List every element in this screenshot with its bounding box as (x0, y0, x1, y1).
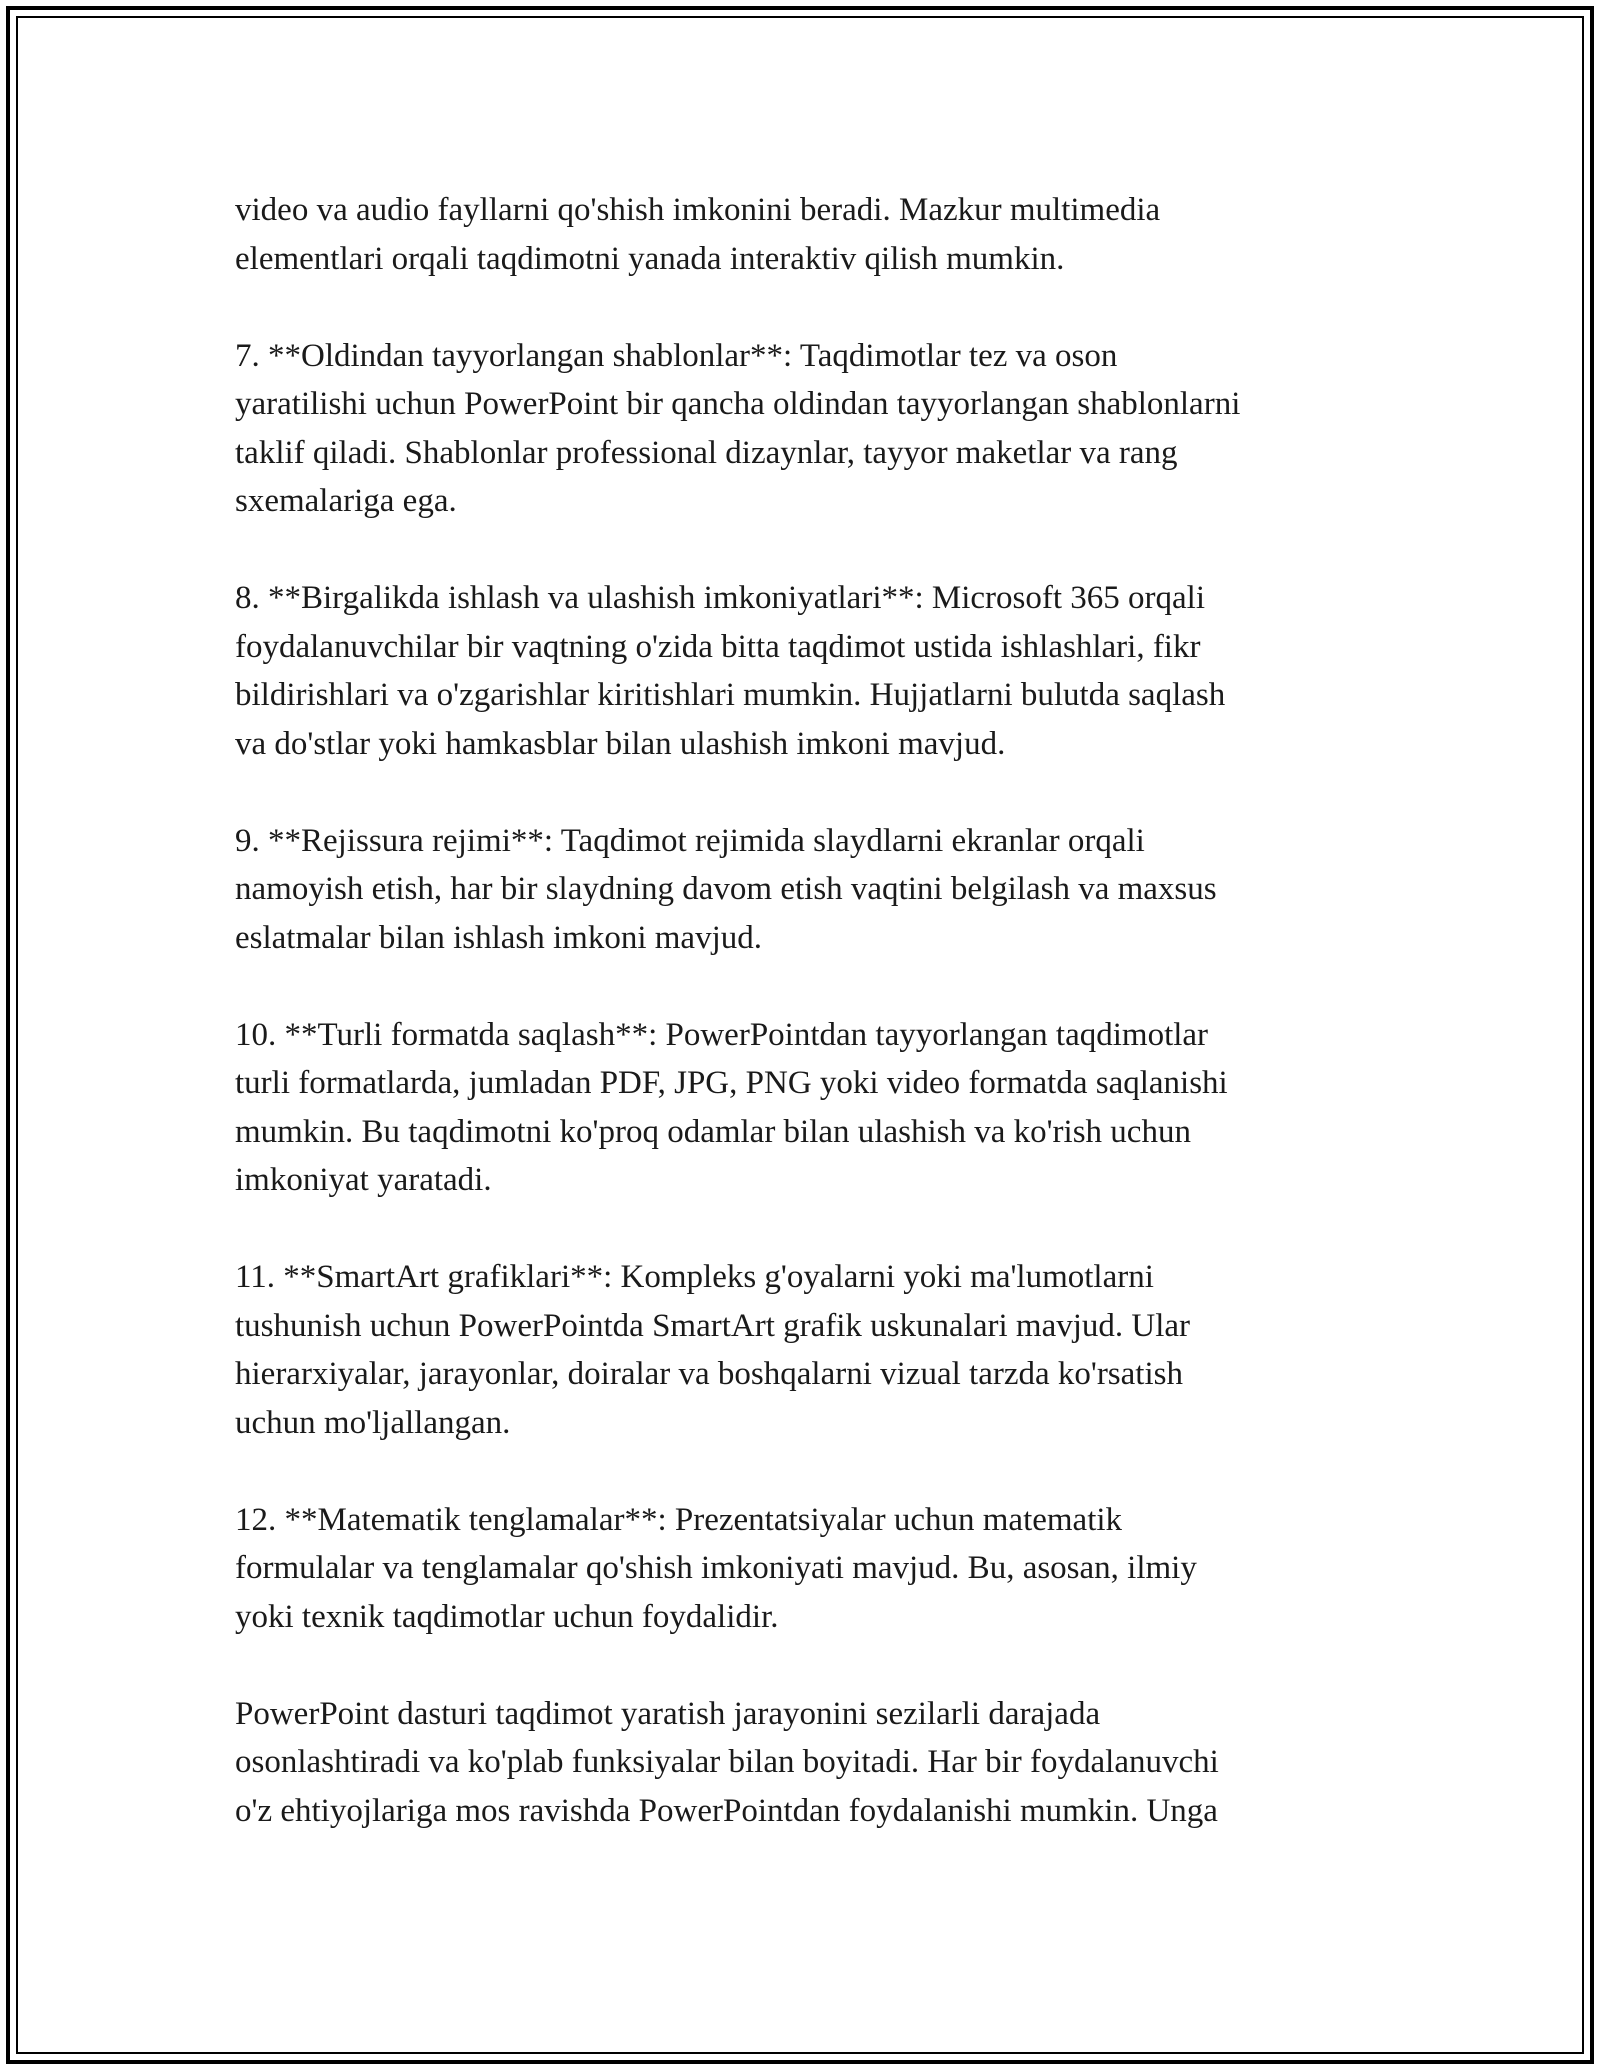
paragraph-item-7 (235, 332, 1375, 526)
paragraph-item-12 (235, 1496, 1375, 1642)
text-line: 9. **Rejissura rejimi**: Taqdimot rejimida slaydlarni ekranlar orqali (235, 822, 1145, 859)
paragraph-item-11 (235, 1253, 1375, 1447)
text-line: imkoniyat yaratadi. (235, 1162, 492, 1198)
text-line: foydalanuvchilar bir vaqtning o'zida bitta taqdimot ustida ishlashlari, fikr (235, 628, 1201, 665)
text-line: hierarxiyalar, jarayonlar, doiralar va boshqalarni vizual tarzda ko'rsatish (235, 1356, 1183, 1392)
text-line: sxemalariga ega. (235, 483, 457, 519)
text-line: mumkin. Bu taqdimotni ko'proq odamlar bilan ulashish va ko'rish uchun (235, 1113, 1191, 1150)
paragraph-item-9 (235, 817, 1375, 963)
paragraph-item-8 (235, 574, 1375, 768)
text-line: 10. **Turli formatda saqlash**: PowerPointdan tayyorlangan taqdimotlar (235, 1016, 1209, 1053)
text-line: 12. **Matematik tenglamalar**: Prezentatsiyalar uchun matematik (235, 1501, 1123, 1538)
text-line: uchun mo'ljallangan. (235, 1404, 511, 1441)
text-line: o'z ehtiyojlariga mos ravishda PowerPointdan foydalanishi mumkin. Unga (235, 1792, 1218, 1829)
text-line: va do'stlar yoki hamkasblar bilan ulashish imkoni mavjud. (235, 725, 1006, 762)
text-line: bildirishlari va o'zgarishlar kiritishlari mumkin. Hujjatlarni bulutda saqlash (235, 677, 1226, 713)
paragraph-multimedia (235, 186, 1375, 283)
text-line: tushunish uchun PowerPointda SmartArt grafik uskunalari mavjud. Ular (235, 1307, 1191, 1344)
text-line: osonlashtiradi va ko'plab funksiyalar bilan boyitadi. Har bir foydalanuvchi (235, 1744, 1219, 1780)
text-line: yaratilishi uchun PowerPoint bir qancha oldindan tayyorlangan shablonlarni (235, 386, 1241, 422)
paragraph-conclusion (235, 1690, 1375, 1836)
text-line: namoyish etish, har bir slaydning davom etish vaqtini belgilash va maxsus (235, 871, 1217, 907)
text-line: turli formatlarda, jumladan PDF, JPG, PNG yoki video formatda saqlanishi (235, 1065, 1228, 1101)
text-line: elementlari orqali taqdimotni yanada interaktiv qilish mumkin. (235, 240, 1065, 277)
text-line: 11. **SmartArt grafiklari**: Kompleks g'oyalarni yoki ma'lumotlarni (235, 1259, 1154, 1295)
text-line: 8. **Birgalikda ishlash va ulashish imkoniyatlari**: Microsoft 365 orqali (235, 580, 1206, 616)
text-line: 7. **Oldindan tayyorlangan shablonlar**: Taqdimotlar tez va oson (235, 337, 1118, 374)
paragraph-item-10 (235, 1011, 1375, 1205)
document-body (235, 186, 1375, 1884)
text-line: taklif qiladi. Shablonlar professional dizaynlar, tayyor maketlar va rang (235, 434, 1178, 471)
text-line: yoki texnik taqdimotlar uchun foydalidir. (235, 1598, 779, 1635)
text-line: video va audio fayllarni qo'shish imkonini beradi. Mazkur multimedia (235, 192, 1161, 228)
text-line: eslatmalar bilan ishlash imkoni mavjud. (235, 919, 762, 956)
text-line: formulalar va tenglamalar qo'shish imkoniyati mavjud. Bu, asosan, ilmiy (235, 1550, 1197, 1586)
text-line: PowerPoint dasturi taqdimot yaratish jarayonini sezilarli darajada (235, 1695, 1101, 1732)
